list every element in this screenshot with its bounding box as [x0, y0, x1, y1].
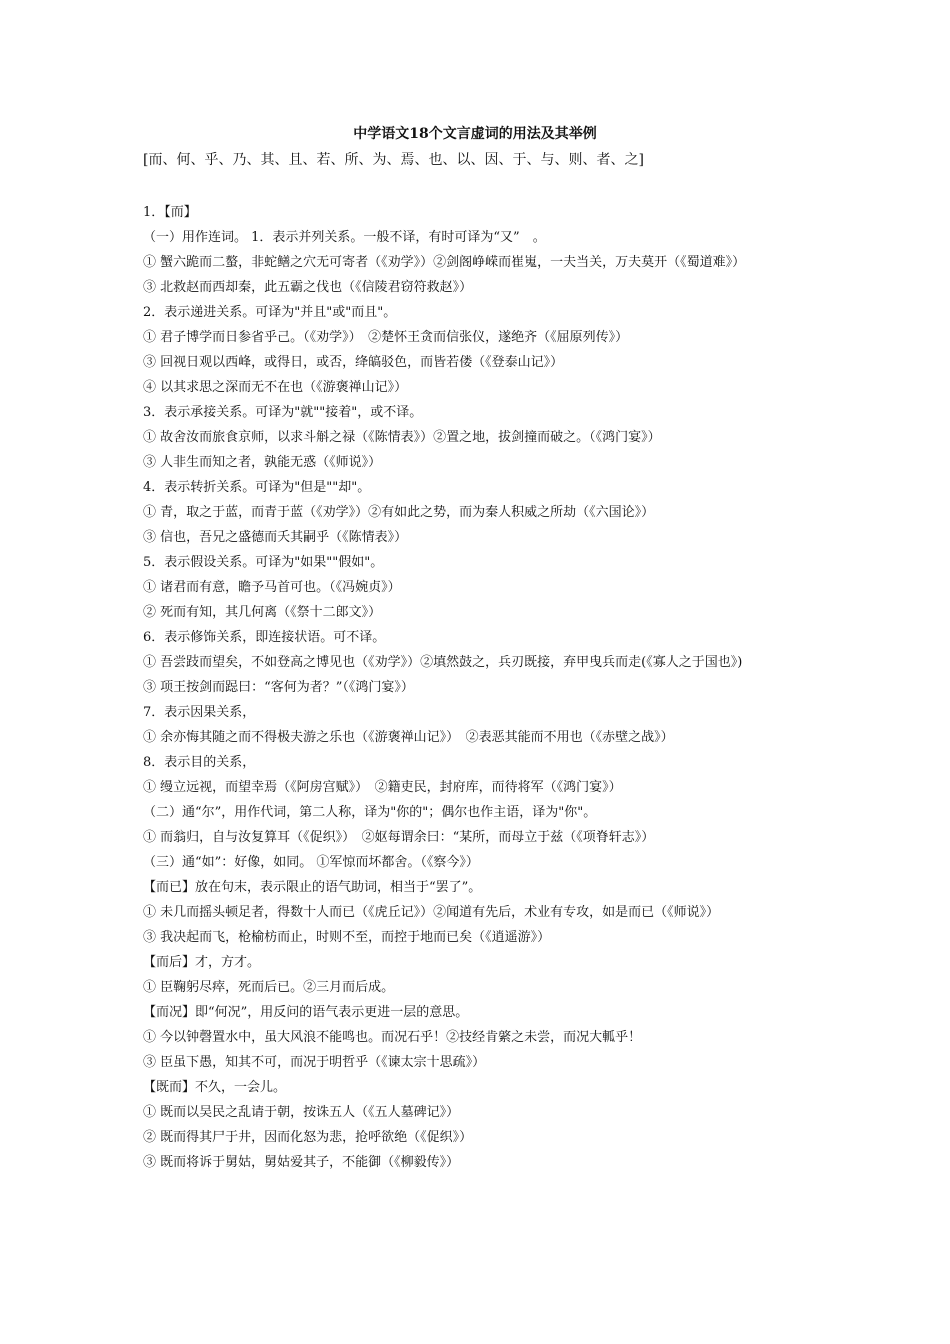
body-line: 3．表示承接关系。可译为"就""接着"，或不译。: [143, 405, 423, 420]
body-line: ① 君子博学而日参省乎己。（《劝学》） ②楚怀王贪而信张仪，遂绝齐（《屈原列传》）: [143, 330, 629, 345]
body-line: ② 死而有知，其几何离（《祭十二郎文》）: [143, 605, 382, 620]
body-line: 1．【而】: [143, 205, 197, 220]
body-line: ② 既而得其尸于井，因而化怒为悲，抢呼欲绝（《促织》）: [143, 1130, 473, 1145]
body-line: ③ 人非生而知之者，孰能无惑（《师说》）: [143, 455, 382, 470]
body-line: ① 未几而摇头顿足者，得数十人而已（《虎丘记》）②闻道有先后，术业有专攻，如是而已（《师说》）: [143, 905, 720, 920]
body-line: ① 蟹六跪而二螯，非蛇鳝之穴无可寄者（《劝学》）②剑阁峥嵘而崔嵬，一夫当关，万夫莫开（《蜀道难》）: [143, 255, 746, 270]
document-title: 中学语文18个文言虚词的用法及其举例: [353, 126, 597, 142]
body-line: ① 吾尝跂而望矣，不如登高之博见也（《劝学》）②填然鼓之，兵刃既接，弃甲曳兵而走(《寡人之于国也》): [143, 655, 743, 670]
body-line: 7．表示因果关系，: [143, 705, 256, 720]
body-line: 2．表示递进关系。可译为"并且"或"而且"。: [143, 305, 397, 320]
body-line: ① 故舍汝而旅食京师，以求斗斛之禄（《陈情表》）②置之地，拔剑撞而破之。（《鸿门宴》）: [143, 430, 661, 445]
body-line: 【而况】即“何况”，用反问的语气表示更进一层的意思。: [143, 1005, 469, 1020]
document-subtitle: [而、何、乎、乃、其、且、若、所、为、焉、也、以、因、于、与、则、者、之]: [143, 152, 644, 168]
body-line: ③ 我决起而飞，枪榆枋而止，时则不至，而控于地而已矣（《逍遥游》）: [143, 930, 551, 945]
body-line: 【而已】放在句末，表示限止的语气助词，相当于“罢了”。: [143, 880, 482, 895]
body-line: ④ 以其求思之深而无不在也（《游褒禅山记》）: [143, 380, 408, 395]
body-line: ① 臣鞠躬尽瘁，死而后已。②三月而后成。: [143, 980, 395, 995]
document-body: [143, 200, 923, 1175]
body-line: 6．表示修饰关系，即连接状语。可不译。: [143, 630, 386, 645]
body-line: 5．表示假设关系。可译为"如果""假如"。: [143, 555, 384, 570]
body-line: ① 诸君而有意，瞻予马首可也。（《冯婉贞》）: [143, 580, 401, 595]
body-line: 【既而】不久，一会儿。: [143, 1080, 287, 1095]
body-line: ③ 项王按剑而跽曰：“客何为者？”（《鸿门宴》）: [143, 680, 414, 695]
body-line: ③ 臣虽下愚，知其不可，而况于明哲乎（《谏太宗十思疏》）: [143, 1055, 486, 1070]
body-line: 4．表示转折关系。可译为"但是""却"。: [143, 480, 371, 495]
body-line: ① 今以钟磬置水中，虽大风浪不能鸣也。而况石乎！②技经肯綮之未尝，而况大軱乎！: [143, 1030, 642, 1045]
body-line: 【而后】才，方才。: [143, 955, 261, 970]
body-line: （二）通“尔”，用作代词，第二人称，译为"你的"；偶尔也作主语，译为"你"。: [143, 805, 597, 820]
body-line: ① 余亦悔其随之而不得极夫游之乐也（《游褒禅山记》） ②表恶其能而不用也（《赤壁之战》）: [143, 730, 674, 745]
body-line: ③ 既而将诉于舅姑，舅姑爱其子，不能御（《柳毅传》）: [143, 1155, 460, 1170]
body-line: （三）通“如”：好像，如同。 ①军惊而坏都舍。（《察今》）: [143, 855, 479, 870]
body-line: ① 青，取之于蓝，而青于蓝（《劝学》）②有如此之势，而为秦人积威之所劫（《六国论》）: [143, 505, 655, 520]
body-line: （一）用作连词。 1．表示并列关系。一般不译，有时可译为“又” 。: [143, 230, 546, 245]
body-line: ③ 北救赵而西却秦，此五霸之伐也（《信陵君窃符救赵》）: [143, 280, 473, 295]
body-line: ③ 信也，吾兄之盛德而夭其嗣乎（《陈情表》）: [143, 530, 408, 545]
body-line: ① 既而以吴民之乱请于朝，按诛五人（《五人墓碑记》）: [143, 1105, 460, 1120]
body-line: ③ 回视日观以西峰，或得日，或否，绛皜驳色，而皆若偻（《登泰山记》）: [143, 355, 564, 370]
body-line: ① 而翁归，自与汝复算耳（《促织》） ②妪每谓余曰：“某所，而母立于兹（《项脊轩志》）: [143, 830, 655, 845]
body-line: ① 缦立远视，而望幸焉（《阿房宫赋》） ②籍吏民，封府库，而待将军（《鸿门宴》）: [143, 780, 622, 795]
body-line: 8．表示目的关系，: [143, 755, 256, 770]
